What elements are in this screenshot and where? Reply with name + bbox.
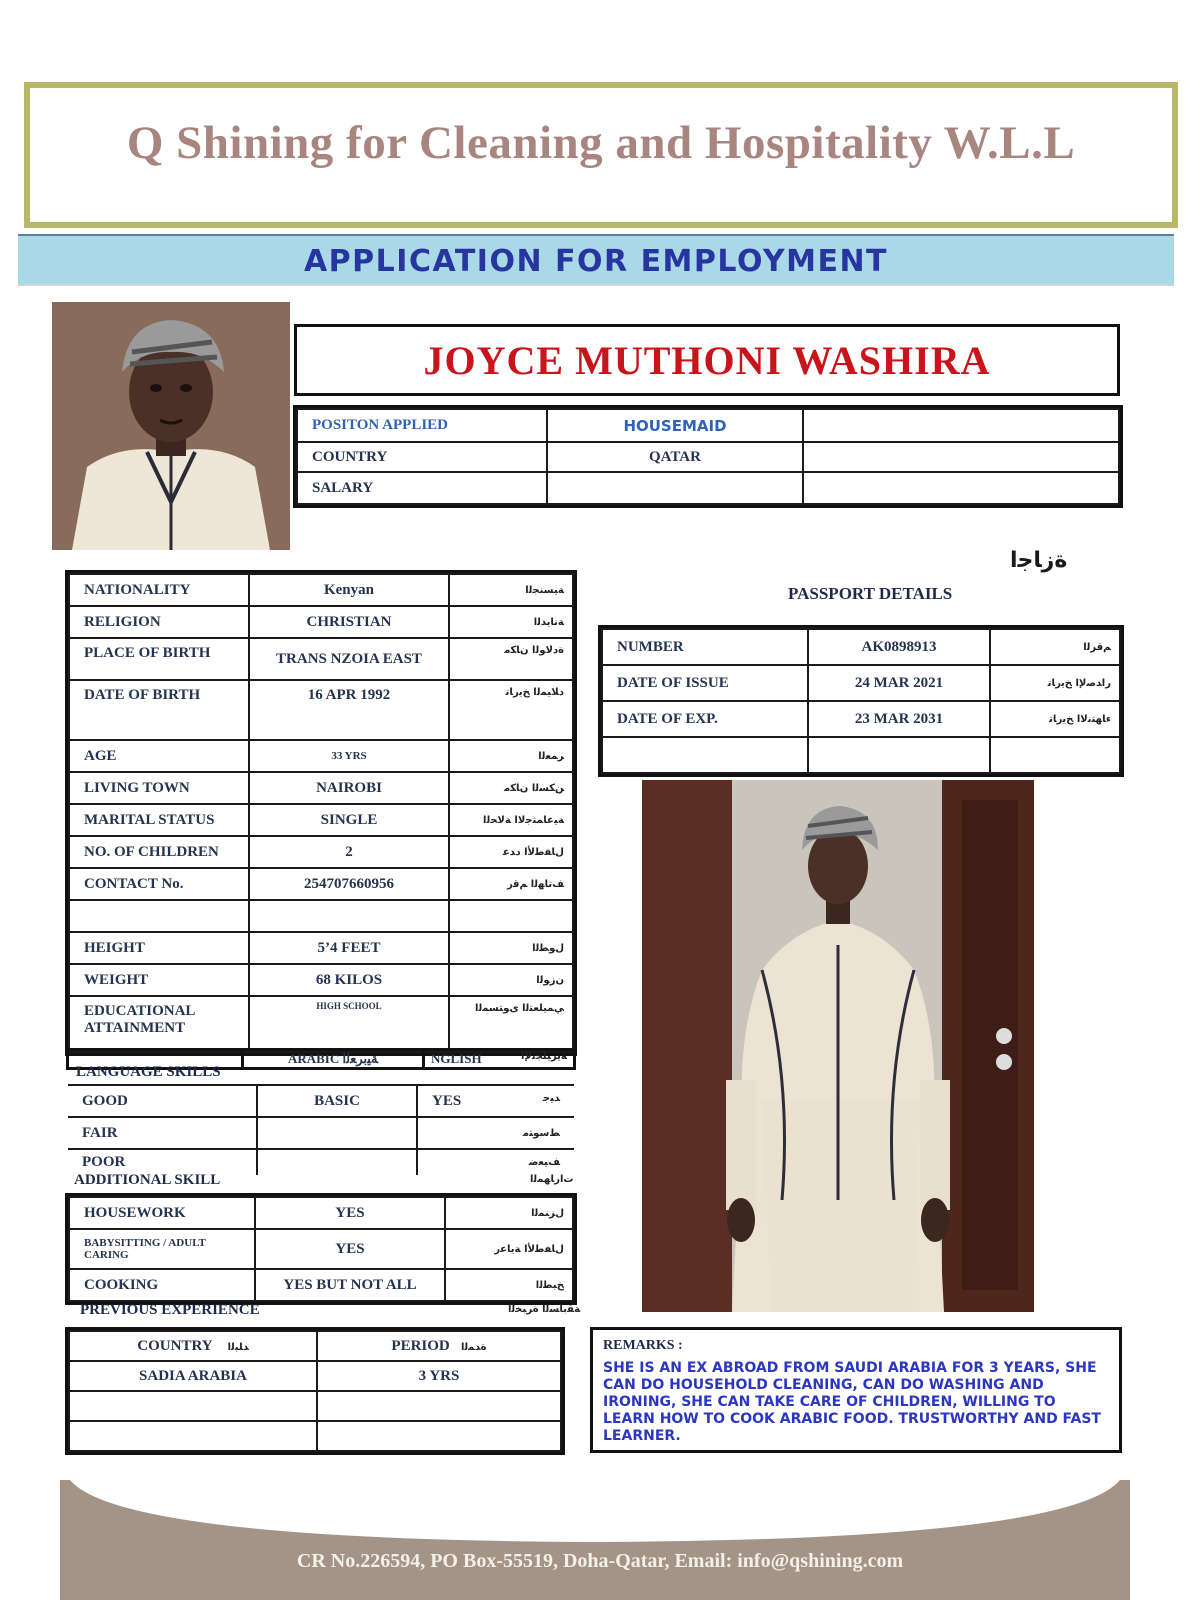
- experience-period-label: PERIOD: [391, 1337, 450, 1354]
- good-english-skill: YES: [432, 1092, 462, 1109]
- experience-period-arabic: ﺓﺪﻤﻟﺍ: [461, 1341, 487, 1353]
- experience-period-value: [317, 1421, 561, 1451]
- country-value: QATAR: [547, 442, 803, 472]
- additional-skill-arabic: ﺕﺍﺭﺎﻬﻤﻟﺍ: [530, 1174, 574, 1185]
- position-table: [296, 408, 1120, 505]
- fair-arabic: ﻂﺳﻮﺘﻣ: [522, 1127, 560, 1139]
- nationality-arabic: ﺔﻴﺴﻨﺠﻟﺍ: [449, 574, 573, 606]
- religion-value: CHRISTIAN: [249, 606, 449, 638]
- good-english-cell: [417, 1085, 574, 1117]
- experience-period-header: [317, 1331, 561, 1361]
- age-arabic: ﺮﻤﻌﻟﺍ: [449, 740, 573, 772]
- empty-cell: [990, 737, 1120, 773]
- empty-cell: [449, 900, 573, 932]
- company-header-box: [24, 82, 1178, 228]
- experience-country-value: SADIA ARABIA: [69, 1361, 317, 1391]
- language-english-arabic: ﺔﻳﺰﻴﻠﺠﻧﻹﺍ: [520, 1051, 567, 1062]
- fair-arabic-skill: [257, 1117, 417, 1149]
- salary-value: [547, 472, 803, 504]
- expiry-date-label: DATE OF EXP.: [602, 701, 808, 737]
- applicant-name-box: [294, 324, 1120, 396]
- experience-country-arabic: ﺪﻠﺒﻟﺍ: [227, 1341, 249, 1353]
- language-skills-table: [68, 1084, 574, 1175]
- age-value: 33 YRS: [249, 740, 449, 772]
- contact-arabic: ﻒﺗﺎﻬﻟﺍ ﻢﻗﺭ: [449, 868, 573, 900]
- experience-period-value: [317, 1391, 561, 1421]
- form-title-band: [18, 234, 1174, 286]
- living-town-label: LIVING TOWN: [69, 772, 249, 804]
- height-value: 5’4 FEET: [249, 932, 449, 964]
- education-value: HIGH SCHOOL: [249, 996, 449, 1052]
- footer-contact: CR No.226594, PO Box-55519, Doha-Qatar, Email: info@qshining.com: [296, 1550, 904, 1572]
- religion-arabic: ﺔﻧﺎﻳﺪﻟﺍ: [449, 606, 573, 638]
- nationality-label: NATIONALITY: [69, 574, 249, 606]
- experience-period-value: 3 YRS: [317, 1361, 561, 1391]
- housework-value: YES: [255, 1197, 445, 1229]
- language-skills-title: LANGUAGE SKILLS: [76, 1064, 221, 1080]
- poor-arabic: ﻒﻴﻌﺿ: [528, 1157, 560, 1168]
- language-english-header: [424, 1050, 575, 1069]
- weight-label: WEIGHT: [69, 964, 249, 996]
- previous-experience-table: [68, 1330, 562, 1452]
- marital-status-arabic: ﺔﻴﻋﺎﻤﺘﺟﻻﺍ ﺔﻟﺎﺤﻟﺍ: [449, 804, 573, 836]
- language-arabic-header: ARABIC ﺔﻴﺑﺮﻌﻟﺍ: [243, 1050, 424, 1069]
- previous-experience-title: PREVIOUS EXPERIENCE: [80, 1302, 260, 1318]
- passport-table: [601, 628, 1121, 774]
- birthdate-value: 16 APR 1992: [249, 680, 449, 740]
- babysitting-value: YES: [255, 1229, 445, 1269]
- good-arabic-skill: BASIC: [257, 1085, 417, 1117]
- babysitting-label: BABYSITTING / ADULT CARING: [69, 1229, 255, 1269]
- remarks-title: REMARKS :: [603, 1338, 683, 1353]
- cooking-value: YES BUT NOT ALL: [255, 1269, 445, 1301]
- empty-cell: [803, 409, 1119, 442]
- footer-banner: [60, 1480, 1130, 1600]
- contact-value: 254707660956: [249, 868, 449, 900]
- birthdate-arabic: ﺩﻼﻴﻤﻟﺍ ﺦﻳﺭﺎﺗ: [449, 680, 573, 740]
- age-label: AGE: [69, 740, 249, 772]
- issue-date-value: 24 MAR 2021: [808, 665, 990, 701]
- housework-label: HOUSEWORK: [69, 1197, 255, 1229]
- remarks-body: SHE IS AN EX ABROAD FROM SAUDI ARABIA FOR 3 YEARS, SHE CAN DO HOUSEHOLD CLEANING, CAN DO WASHING AND IRONING, SHE CAN TAKE CARE OF CHILDREN, WILLING TO LEARN HOW TO COOK ARABIC FOOD. TRUSTWORTHY AND FAST LEARNER.: [603, 1360, 1101, 1444]
- expiry-date-value: 23 MAR 2031: [808, 701, 990, 737]
- passport-number-arabic: ﻢﻗﺮﻟﺍ: [990, 629, 1120, 665]
- experience-country-value: [69, 1421, 317, 1451]
- full-body-photo: [642, 780, 1034, 1312]
- position-label: POSITON APPLIED: [297, 409, 547, 442]
- birthplace-label: PLACE OF BIRTH: [69, 638, 249, 680]
- personal-details-table: [68, 573, 574, 1053]
- poor-label: POOR: [68, 1149, 257, 1175]
- height-label: HEIGHT: [69, 932, 249, 964]
- applicant-name: JOYCE MUTHONI WASHIRA: [423, 338, 991, 383]
- remarks-box: [590, 1327, 1122, 1453]
- birthplace-value: TRANS NZOIA EAST: [249, 638, 449, 680]
- additional-skill-title: ADDITIONAL SKILL: [74, 1172, 221, 1188]
- cooking-label: COOKING: [69, 1269, 255, 1301]
- babysitting-arabic: ﻝﺎﻔﻃﻷﺍ ﺔﻳﺎﻋﺭ: [445, 1229, 573, 1269]
- passport-details-title: PASSPORT DETAILS: [788, 584, 953, 603]
- education-label: EDUCATIONAL ATTAINMENT: [69, 996, 249, 1052]
- religion-label: RELIGION: [69, 606, 249, 638]
- contact-label: CONTACT No.: [69, 868, 249, 900]
- headshot-photo: [52, 302, 290, 550]
- company-name: Q Shining for Cleaning and Hospitality W.L.L: [126, 117, 1076, 169]
- marital-status-value: SINGLE: [249, 804, 449, 836]
- living-town-arabic: ﻦﻜﺴﻟﺍ ﻥﺎﻜﻣ: [449, 772, 573, 804]
- weight-arabic: ﻥﺯﻮﻟﺍ: [449, 964, 573, 996]
- weight-value: 68 KILOS: [249, 964, 449, 996]
- poor-arabic-skill: [257, 1149, 417, 1175]
- children-label: NO. OF CHILDREN: [69, 836, 249, 868]
- passport-arabic-title: ﺓﺯﺎﺟﺍ: [1010, 548, 1068, 573]
- experience-country-header: [69, 1331, 317, 1361]
- fair-label: FAIR: [68, 1117, 257, 1149]
- additional-skill-table: [68, 1196, 574, 1302]
- living-town-value: NAIROBI: [249, 772, 449, 804]
- empty-cell: [803, 472, 1119, 504]
- children-arabic: ﻝﺎﻔﻃﻷﺍ ﺩﺪﻋ: [449, 836, 573, 868]
- empty-cell: [803, 442, 1119, 472]
- table-row: [297, 409, 1119, 442]
- housework-arabic: ﻝﺰﻨﻤﻟﺍ: [445, 1197, 573, 1229]
- height-arabic: ﻝﻮﻄﻟﺍ: [449, 932, 573, 964]
- empty-cell: [808, 737, 990, 773]
- passport-number-label: NUMBER: [602, 629, 808, 665]
- salary-label: SALARY: [297, 472, 547, 504]
- empty-cell: [69, 900, 249, 932]
- table-row: [297, 442, 1119, 472]
- expiry-date-arabic: ﺀﺎﻬﺘﻧﻻﺍ ﺦﻳﺭﺎﺗ: [990, 701, 1120, 737]
- previous-experience-arabic: ﺔﻘﺑﺎﺴﻟﺍ ﺓﺮﺒﺨﻟﺍ: [508, 1304, 581, 1315]
- country-label: COUNTRY: [297, 442, 547, 472]
- experience-country-label: COUNTRY: [137, 1337, 213, 1354]
- form-title: APPLICATION FOR EMPLOYMENT: [303, 244, 889, 279]
- table-row: [297, 472, 1119, 504]
- fair-english-cell: [417, 1117, 574, 1149]
- empty-cell: [602, 737, 808, 773]
- good-label: GOOD: [68, 1085, 257, 1117]
- good-arabic: ﺪﻴﺟ: [542, 1092, 560, 1104]
- education-arabic: ﻲﻤﻴﻠﻌﺘﻟﺍ ﻯﻮﺘﺴﻤﻟﺍ: [449, 996, 573, 1052]
- empty-cell: [249, 900, 449, 932]
- language-english-label: NGLISH: [431, 1051, 482, 1066]
- issue-date-label: DATE OF ISSUE: [602, 665, 808, 701]
- cooking-arabic: ﺦﺒﻄﻟﺍ: [445, 1269, 573, 1301]
- nationality-value: Kenyan: [249, 574, 449, 606]
- children-value: 2: [249, 836, 449, 868]
- birthdate-label: DATE OF BIRTH: [69, 680, 249, 740]
- passport-number-value: AK0898913: [808, 629, 990, 665]
- birthplace-arabic: ﺓﺩﻻﻮﻟﺍ ﻥﺎﻜﻣ: [449, 638, 573, 680]
- position-value: HOUSEMAID: [547, 409, 803, 442]
- poor-english-cell: [417, 1149, 574, 1175]
- issue-date-arabic: ﺭﺍﺪﺻﻹﺍ ﺦﻳﺭﺎﺗ: [990, 665, 1120, 701]
- marital-status-label: MARITAL STATUS: [69, 804, 249, 836]
- experience-country-value: [69, 1391, 317, 1421]
